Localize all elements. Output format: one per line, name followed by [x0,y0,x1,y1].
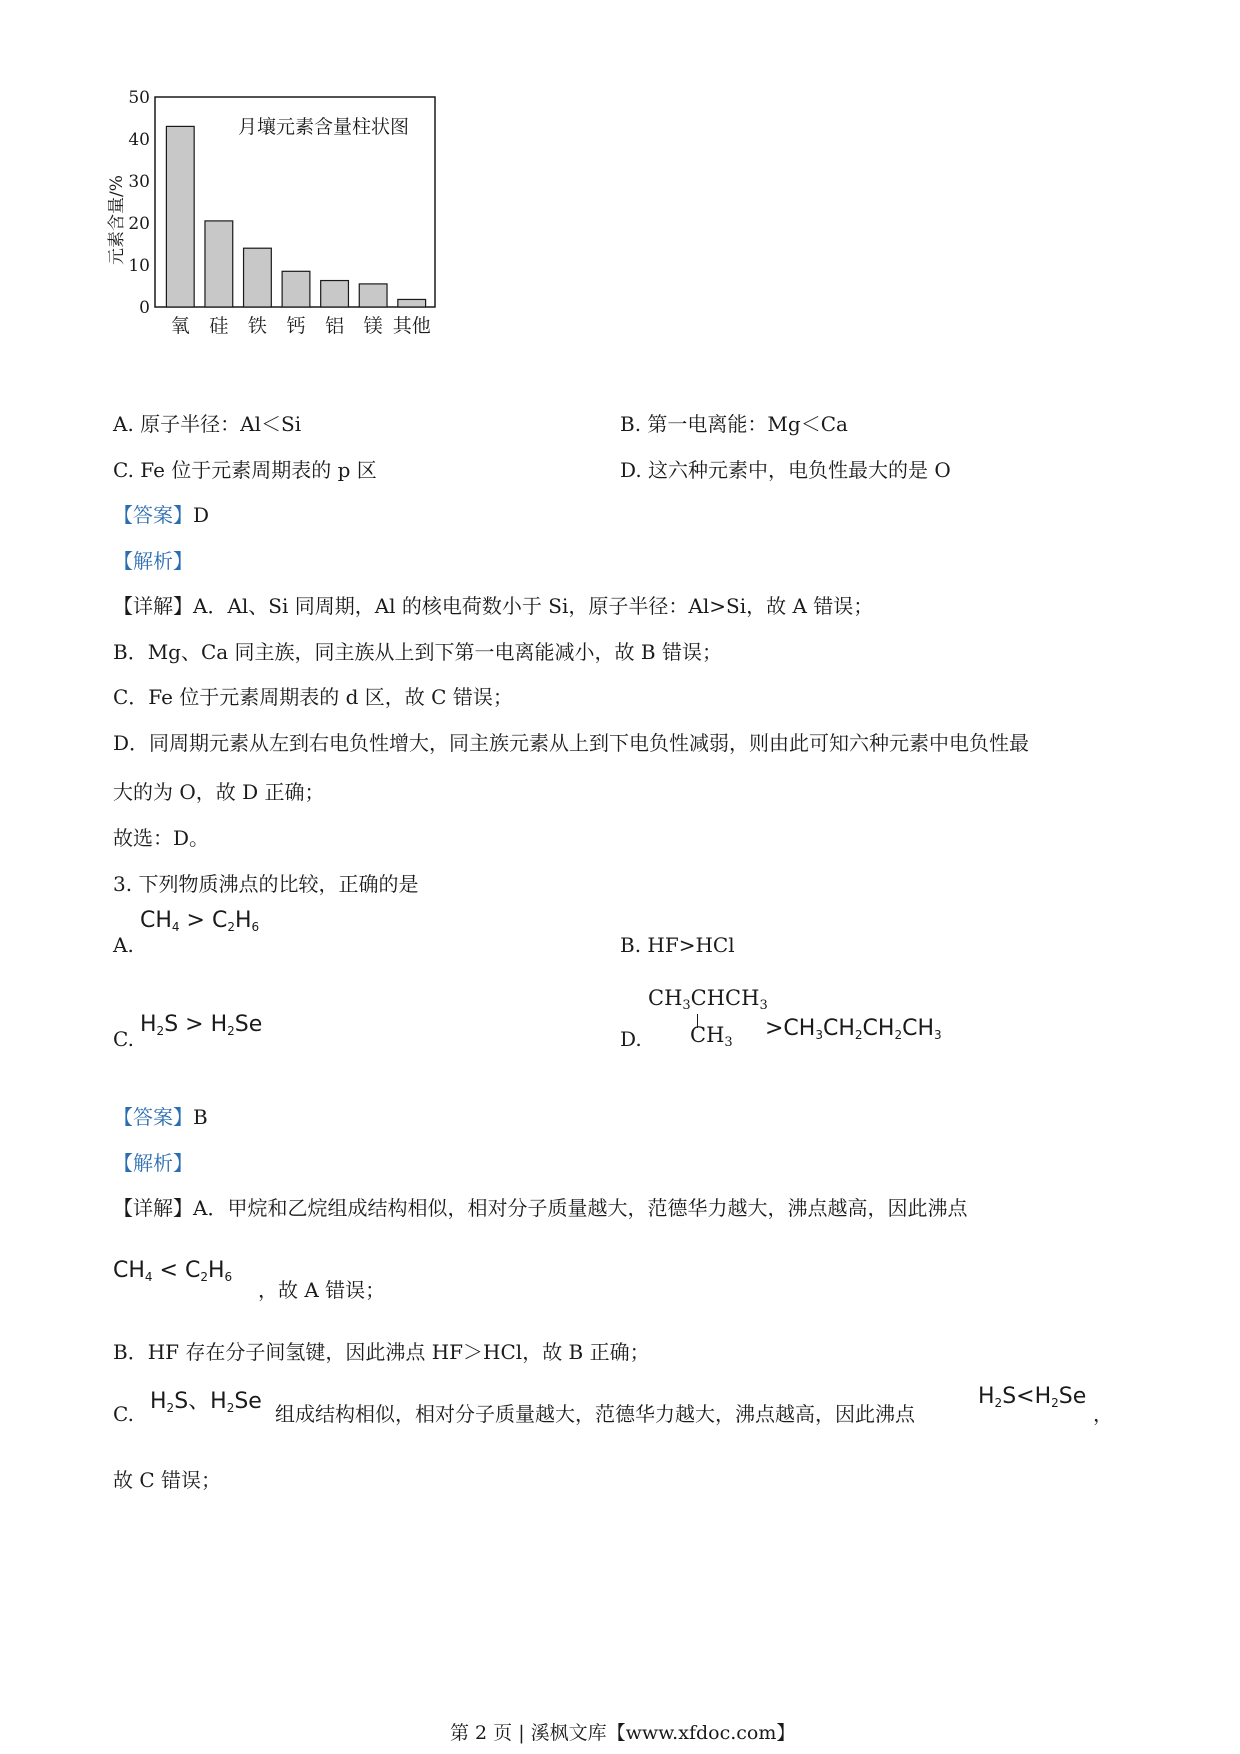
y-tick-label: 30 [128,172,150,192]
y-tick-label: 40 [128,130,150,150]
q3-detail-c-label: C. [113,1402,134,1426]
q3-detail-line-c2: 故 C 错误； [113,1468,222,1492]
q3-detail-line-a1 [113,1196,967,1220]
q3-option-c-formula: $H_2S > H_2Se$ [140,1012,263,1038]
answer-line-q3 [113,1105,208,1129]
x-tick-label: 氧 [170,315,190,337]
q3-detail-formula-a: $CH_4 < C_2H_6$ [113,1258,233,1284]
q3-detail-c-formula-right: $H_2S<H_2Se$ [978,1384,1087,1410]
detail-text: A．Al、Si 同周期，Al 的核电荷数小于 Si，原子半径：Al>Si，故 A 错误； [193,594,874,618]
x-tick-label: 铝 [325,315,345,337]
question-3-stem: 3. 下列物质沸点的比较，正确的是 [113,872,419,896]
detail-label: 【详解】 [113,594,193,618]
q3-detail-line-a2: ，故 A 错误； [258,1278,386,1302]
detail-line-c: C．Fe 位于元素周期表的 d 区，故 C 错误； [113,685,513,709]
chart-y-axis-label: 元素含量/% [107,175,127,265]
detail-line-a [113,594,873,618]
analysis-label: 【解析】 [113,1151,193,1175]
x-tick-label: 其他 [392,315,431,337]
q3-option-a-formula: $CH_4 > C_2H_6$ [140,908,260,934]
x-tick-label: 铁 [247,315,267,337]
y-tick-label: 50 [128,90,150,108]
bar-3 [282,271,310,307]
q3-option-d-structure: $CH_3CHCH_3$ $CH_3$ [648,986,768,1050]
y-tick-label: 20 [128,214,150,234]
answer-label: 【答案】 [113,503,193,527]
bar-5 [359,284,387,307]
option-b: B. 第一电离能：Mg＜Ca [620,412,848,436]
detail-label: 【详解】 [113,1196,193,1220]
detail-line-d2: 大的为 O，故 D 正确； [113,780,325,804]
q3-option-b: B. HF>HCl [620,933,735,957]
q3-option-a-label: A. [113,933,134,957]
detail-line-d1: D．同周期元素从左到右电负性增大，同主族元素从上到下电负性减弱，则由此可知六种元素中电负性最 [113,731,1030,755]
q3-option-c-label: C. [113,1027,134,1051]
answer-value: D [193,503,210,527]
q3-detail-c-text: 组成结构相似，相对分子质量越大，范德华力越大，沸点越高，因此沸点 [275,1402,915,1426]
analysis-label: 【解析】 [113,549,193,573]
chart-title: 月壤元素含量柱状图 [238,116,410,138]
y-tick-label: 0 [139,298,150,318]
element-content-bar-chart [100,90,500,380]
q3-option-d-label: D. [620,1027,642,1051]
q3-detail-c-comma: ， [1093,1402,1113,1426]
bar-4 [321,281,349,307]
detail-line-b: B．Mg、Ca 同主族，同主族从上到下第一电离能减小，故 B 错误； [113,640,722,664]
q3-option-d-comparison: $>CH_3CH_2CH_2CH_3$ [765,1016,942,1042]
x-tick-label: 硅 [209,315,229,337]
bar-6 [398,299,426,307]
conclusion-line: 故选：D。 [113,826,210,850]
option-a: A. 原子半径：Al＜Si [113,412,302,436]
x-tick-label: 镁 [363,315,383,337]
answer-value: B [193,1105,208,1129]
option-c: C. Fe 位于元素周期表的 p 区 [113,458,377,482]
detail-text: A．甲烷和乙烷组成结构相似，相对分子质量越大，范德华力越大，沸点越高，因此沸点 [193,1196,968,1220]
answer-line-q2 [113,503,209,527]
x-tick-label: 钙 [286,315,306,337]
option-d: D. 这六种元素中，电负性最大的是 O [620,458,951,482]
bar-2 [244,248,272,307]
answer-label: 【答案】 [113,1105,193,1129]
q3-detail-c-formula-left: $H_2S$、$H_2Se$ [150,1389,262,1415]
page-footer: 第 2 页 | 溪枫文库【www.xfdoc.com】 [450,1722,796,1744]
bar-0 [166,126,194,307]
bar-1 [205,221,233,307]
y-tick-label: 10 [128,256,150,276]
q3-detail-line-b: B．HF 存在分子间氢键，因此沸点 HF＞HCl，故 B 正确； [113,1340,650,1364]
